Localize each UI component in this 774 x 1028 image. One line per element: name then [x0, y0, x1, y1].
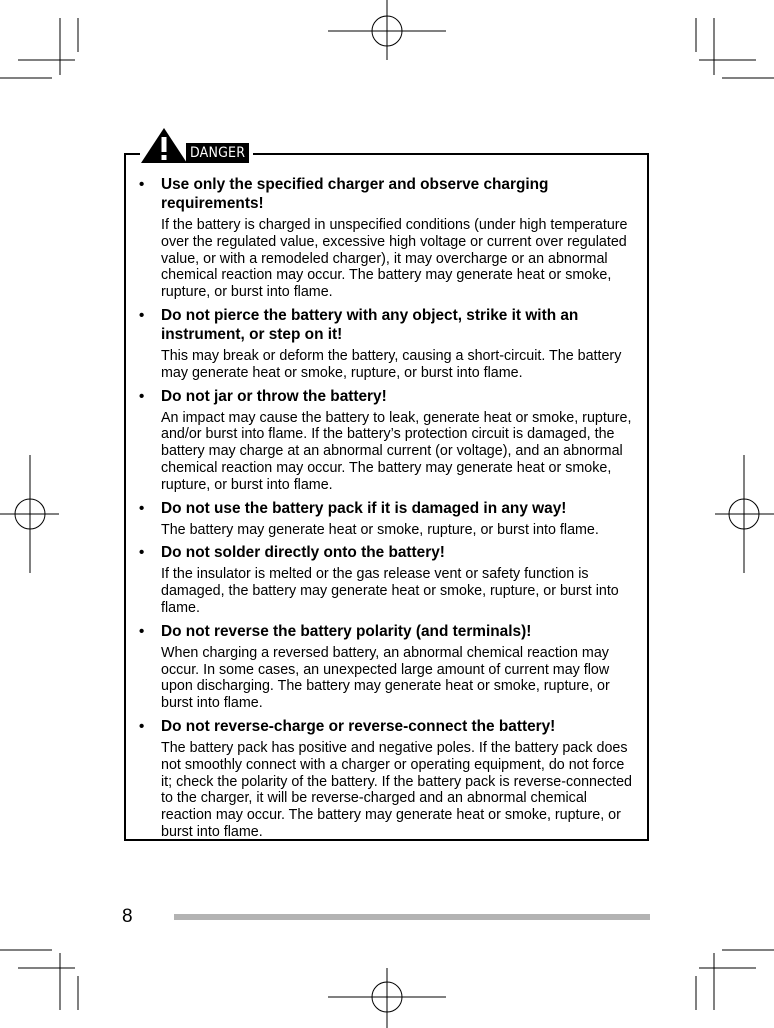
item-body: The battery pack has positive and negative poles. If the battery pack does not smoothly connect with a charger or operating equipment, do not force it; check the polarity of the battery. If the battery pack is reverse-connected to the charger, it will be reverse-charged and an abnormal chemical reaction may occur. The battery may generate heat or smoke, rupture, or burst into flame. [161, 739, 632, 840]
item-body: This may break or deform the battery, causing a short-circuit. The battery may generate heat or smoke, rupture, or burst into flame. [161, 347, 622, 381]
item-heading: Do not reverse-charge or reverse-connect the battery! [161, 717, 556, 735]
bullet-icon: • [139, 717, 145, 735]
item-body: If the battery is charged in unspecified conditions (under high temperature over the regulated value, excessive high voltage or current over regulated value, or with a remodeled charger), it may overcharge or an abnormal chemical reaction may occur. The battery may generate heat or smoke, rupture, or burst into flame. [161, 217, 628, 301]
item-heading: Do not solder directly onto the battery! [161, 544, 445, 562]
item-body: When charging a reversed battery, an abnormal chemical reaction may occur. In some cases, an unexpected large amount of current may flow upon discharging. The battery may generate heat or smoke, rupture, or burst into flame. [161, 644, 610, 712]
item-body: The battery may generate heat or smoke, rupture, or burst into flame. [161, 521, 599, 538]
page-number: 8 [122, 906, 133, 927]
list-item [137, 622, 637, 712]
bullet-icon: • [139, 622, 145, 640]
exclamation-triangle-icon [140, 128, 188, 164]
bullet-icon: • [139, 544, 145, 562]
item-heading: Do not pierce the battery with any object, strike it with an instrument, or step on it! [161, 306, 579, 343]
list-item [137, 543, 637, 616]
page-footer-rule [174, 914, 650, 920]
danger-list [137, 175, 637, 841]
danger-label: DANGER [186, 143, 249, 163]
list-item [137, 717, 637, 841]
bullet-icon: • [139, 306, 145, 324]
danger-header [140, 128, 253, 164]
item-heading: Use only the specified charger and observe charging requirements! [161, 176, 549, 212]
bullet-icon: • [139, 387, 145, 405]
list-item [137, 175, 637, 301]
list-item [137, 387, 637, 494]
item-heading: Do not use the battery pack if it is damaged in any way! [161, 499, 567, 517]
item-heading: Do not jar or throw the battery! [161, 387, 387, 405]
bullet-icon: • [139, 176, 145, 193]
bullet-icon: • [139, 499, 145, 517]
list-item [137, 499, 637, 539]
item-body: An impact may cause the battery to leak, generate heat or smoke, rupture, and/or burst into flame. If the battery’s protection circuit is damaged, the battery may charge at an abnormal current (or voltage), and an abnormal chemical reaction may occur. The battery may generate heat or smoke, rupture, or burst into flame. [161, 409, 632, 493]
item-body: If the insulator is melted or the gas release vent or safety function is damaged, the battery may generate heat or smoke, rupture, or burst into flame. [161, 566, 619, 616]
item-heading: Do not reverse the battery polarity (and terminals)! [161, 622, 532, 640]
list-item [137, 306, 637, 382]
